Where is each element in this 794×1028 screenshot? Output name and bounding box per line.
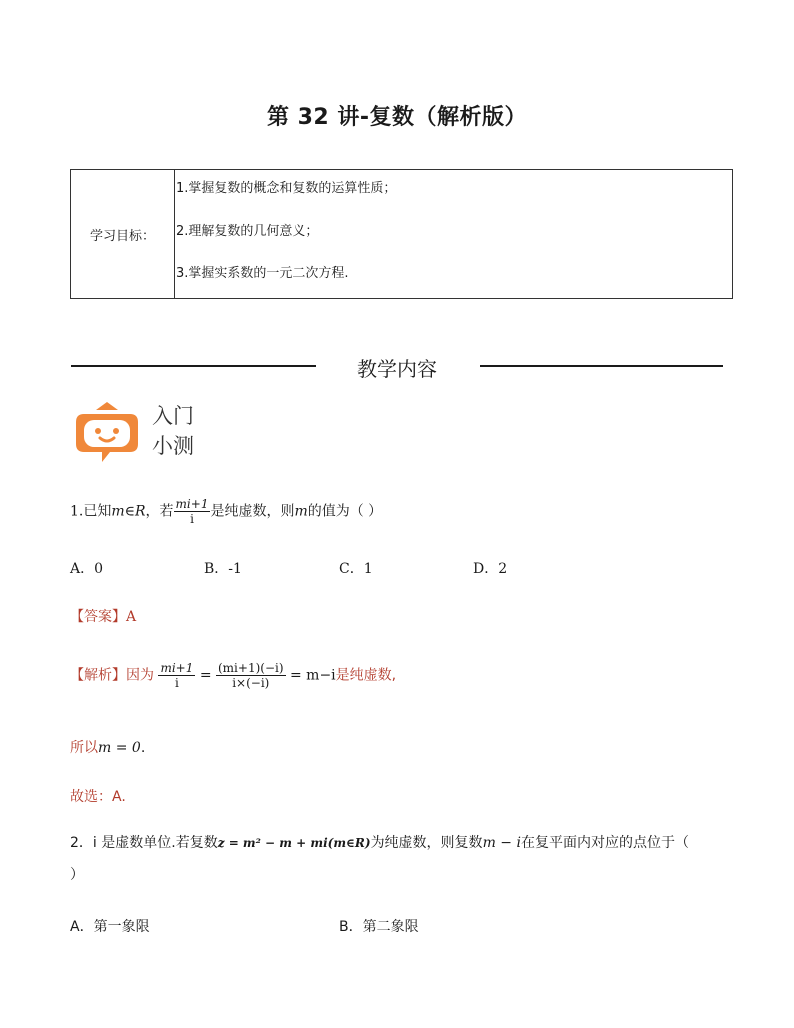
q2-option-b: B．第二象限	[339, 919, 419, 935]
q1-analysis-tail: 是纯虚数,	[335, 667, 397, 684]
q1-mid1: ，若	[145, 503, 174, 520]
q1-frac-den: i	[190, 512, 194, 526]
q2-option-a: A．第一象限	[70, 919, 150, 935]
q1-analysis-frac2-num: (mi+1)(−i)	[218, 661, 284, 675]
goal-item-3: 3.掌握实系数的一元二次方程.	[176, 266, 349, 281]
q2-text-a: 2．i 是虚数单位.若复数	[70, 835, 218, 851]
q2-expr2: m − i	[482, 835, 521, 851]
q1-analysis	[70, 661, 396, 690]
q1-so-end: .	[140, 740, 146, 756]
q1-so-label: 所以	[70, 740, 98, 756]
q1-suffix: 的值为（ ）	[307, 503, 383, 520]
q1-analysis-lead: 因为	[126, 667, 154, 684]
q1-analysis-tag: 【解析】	[70, 667, 126, 684]
q1-analysis-frac2-den: i×(−i)	[232, 676, 270, 690]
q1-fraction	[174, 497, 211, 526]
q1-analysis-frac1	[158, 661, 195, 690]
q1-choose: 故选：A.	[70, 789, 126, 805]
q2-text-b: 为纯虚数，则复数	[370, 835, 483, 851]
robot-chat-icon	[74, 400, 140, 466]
q1-analysis-result: = m−i	[289, 667, 336, 684]
q1-condition: m∈R	[111, 503, 146, 520]
goal-item-2: 2.理解复数的几何意义；	[176, 224, 319, 239]
q2-line2: ）	[70, 867, 84, 883]
q1-analysis-frac1-num: mi+1	[160, 661, 194, 675]
goals-table	[70, 169, 733, 299]
q1-analysis-eq: =	[199, 667, 212, 684]
q1-answer	[70, 606, 136, 626]
q1-analysis-frac2	[216, 661, 286, 690]
section-divider-right	[480, 365, 723, 367]
q1-conclusion	[70, 737, 145, 757]
q1-var: m	[294, 503, 308, 520]
q1-mid2: 是纯虚数，则	[210, 503, 295, 520]
goal-item-1: 1.掌握复数的概念和复数的运算性质；	[176, 181, 397, 196]
q1-frac-num: mi+1	[175, 497, 209, 511]
question-2	[70, 832, 730, 852]
q1-answer-tag: 【答案】	[70, 609, 126, 625]
page-title: 第 32 讲-复数（解析版）	[266, 105, 528, 130]
q1-prefix: 1.已知	[70, 503, 112, 520]
q1-analysis-frac1-den: i	[174, 676, 179, 690]
question-1	[70, 497, 382, 526]
q1-answer-value: A	[126, 609, 137, 625]
q2-expr: z = m² − m + mi(m∈R)	[217, 836, 371, 850]
q1-option-c: C．1	[339, 561, 373, 577]
logo-text-line2: 小测	[152, 434, 194, 458]
q1-option-b: B．-1	[204, 561, 242, 577]
goals-label: 学习目标：	[71, 170, 175, 298]
section-title: 教学内容	[357, 357, 437, 381]
q2-text-c: 在复平面内对应的点位于（	[520, 835, 689, 851]
q1-option-d: D．2	[473, 561, 508, 577]
logo-text-line1: 入门	[152, 404, 194, 428]
q1-option-a: A．0	[70, 561, 104, 577]
q1-so-expr: m = 0	[98, 740, 141, 756]
